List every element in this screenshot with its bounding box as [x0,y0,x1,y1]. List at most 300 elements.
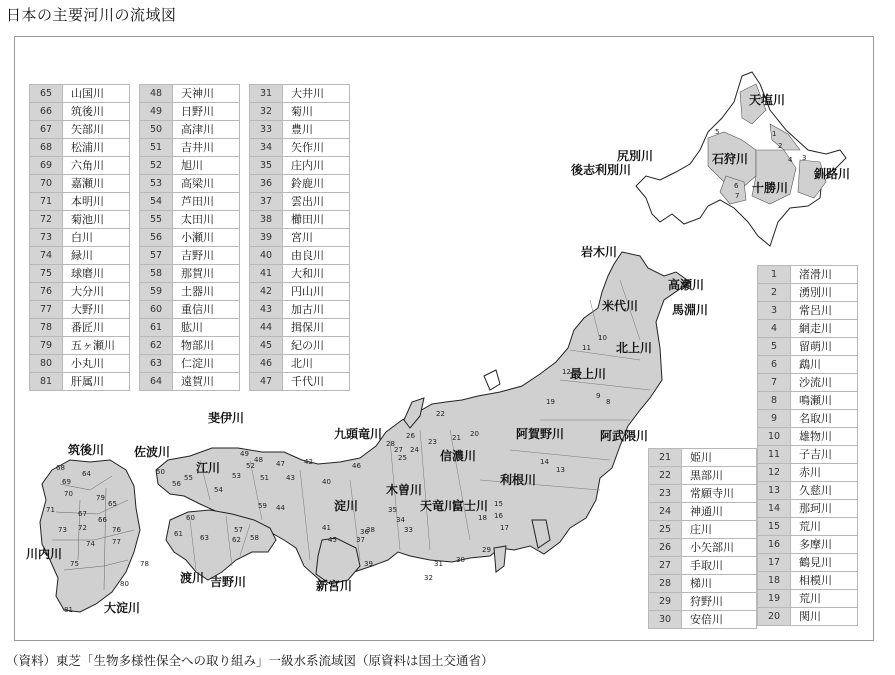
legend-river-name: 大分川 [63,283,130,301]
basin-num: 35 [388,506,397,514]
legend-river-name: 芦田川 [173,193,240,211]
map-label-mogami: 最上川 [570,367,607,381]
basin-num: 18 [478,514,487,522]
legend-river-number: 65 [30,85,63,103]
legend-row [30,103,130,121]
legend-row [140,265,240,283]
legend-row [140,319,240,337]
legend-river-number: 41 [250,265,283,283]
legend-river-number: 13 [758,482,791,500]
legend-river-number: 47 [250,373,283,391]
basin-num: 52 [246,462,255,470]
legend-river-number: 2 [758,284,791,302]
map-label-watari: 渡川 [180,571,205,585]
legend-river-name: 本明川 [63,193,130,211]
legend-row [30,373,130,391]
basin-num: 38 [366,526,375,534]
legend-row [140,283,240,301]
legend-river-name: 梯川 [682,575,757,593]
legend-row [30,211,130,229]
legend-river-name: 名取川 [791,410,858,428]
legend-river-name: 留萌川 [791,338,858,356]
legend-row [649,503,757,521]
basin-num: 71 [46,506,55,514]
map-label-agano: 阿賀野川 [516,427,565,441]
legend-row [649,539,757,557]
legend-river-name: 菊池川 [63,211,130,229]
map-label-sendai: 川内川 [26,547,63,561]
legend-river-name: 日野川 [173,103,240,121]
basin-num: 32 [424,574,433,582]
legend-river-number: 73 [30,229,63,247]
legend-row [758,356,858,374]
basin-num: 77 [112,538,121,546]
map-label-shiribetsu: 尻別川 [617,149,654,163]
legend-river-name: 常呂川 [791,302,858,320]
legend-river-number: 46 [250,355,283,373]
legend-river-name: 小瀬川 [173,229,240,247]
legend-river-number: 7 [758,374,791,392]
legend-row [758,590,858,608]
legend-row [250,85,350,103]
legend-row [250,121,350,139]
legend-river-number: 25 [649,521,682,539]
legend-river-number: 67 [30,121,63,139]
legend-river-name: 肱川 [173,319,240,337]
legend-row [30,229,130,247]
legend-row [758,374,858,392]
legend-river-name: 狩野川 [682,593,757,611]
source-credit: （資料）東芝「生物多様性保全への取り組み」一級水系流域図（原資料は国土交通省） [6,653,494,668]
legend-river-number: 16 [758,536,791,554]
map-label-hii: 斐伊川 [208,411,245,425]
basin-num: 12 [562,368,571,376]
map-label-kushiro: 釧路川 [814,167,851,181]
legend-row [758,302,858,320]
legend-river-number: 19 [758,590,791,608]
basin-num: 7 [735,192,740,200]
legend-river-number: 5 [758,338,791,356]
legend-row [649,485,757,503]
legend-river-number: 59 [140,283,173,301]
legend-river-number: 74 [30,247,63,265]
legend-river-number: 52 [140,157,173,175]
legend-river-name: 揖保川 [283,319,350,337]
legend-river-name: 姫川 [682,449,757,467]
legend-row [649,575,757,593]
legend-river-number: 58 [140,265,173,283]
basin-num: 9 [596,392,601,400]
basin-num: 62 [232,536,241,544]
legend-row [250,319,350,337]
legend-row [758,554,858,572]
legend-row [30,319,130,337]
map-label-oyodo: 大淀川 [104,601,141,615]
legend-row [250,103,350,121]
legend-river-number: 33 [250,121,283,139]
legend-river-name: 五ヶ瀬川 [63,337,130,355]
basin-num: 53 [232,472,241,480]
legend-river-name: 六角川 [63,157,130,175]
legend-row [649,557,757,575]
legend-row [140,229,240,247]
map-label-kitakami: 北上川 [616,341,653,355]
legend-river-name: 雲出川 [283,193,350,211]
legend-river-number: 12 [758,464,791,482]
legend-river-name: 那珂川 [791,500,858,518]
basin-num: 6 [734,182,739,190]
legend-row [140,103,240,121]
legend-river-number: 1 [758,266,791,284]
basin-num: 39 [364,560,373,568]
legend-river-number: 76 [30,283,63,301]
legend-row [30,121,130,139]
legend-river-name: 常願寺川 [682,485,757,503]
legend-row [140,247,240,265]
legend-row [140,85,240,103]
page-title: 日本の主要河川の流域図 [6,6,177,24]
legend-river-name: 安倍川 [682,611,757,629]
legend-river-number: 11 [758,446,791,464]
legend-river-number: 71 [30,193,63,211]
kyushu-island [40,460,140,612]
legend-river-name: 赤川 [791,464,858,482]
legend-river-number: 17 [758,554,791,572]
legend-river-number: 28 [649,575,682,593]
legend-river-name: 仁淀川 [173,355,240,373]
legend-river-number: 21 [649,449,682,467]
legend-river-name: 矢部川 [63,121,130,139]
basin-num: 3 [802,154,807,162]
basin-num: 16 [494,512,503,520]
legend-row [758,482,858,500]
basin-num: 65 [108,500,117,508]
legend-river-name: 吉野川 [173,247,240,265]
legend-river-number: 32 [250,103,283,121]
legend-row [758,518,858,536]
legend-river-name: 鵡川 [791,356,858,374]
legend-river-name: 大井川 [283,85,350,103]
map-label-tokachi: 十勝川 [752,181,789,195]
legend-river-name: 久慈川 [791,482,858,500]
legend-river-number: 18 [758,572,791,590]
legend-row [140,373,240,391]
legend-river-number: 79 [30,337,63,355]
legend-row [140,175,240,193]
legend-river-name: 高梁川 [173,175,240,193]
map-label-fuji: 富士川 [452,499,489,513]
basin-num: 33 [404,526,413,534]
basin-num: 20 [470,430,479,438]
legend-river-name: 北川 [283,355,350,373]
basin-num: 46 [352,462,361,470]
legend-river-name: 旭川 [173,157,240,175]
legend-river-name: 球磨川 [63,265,130,283]
legend-river-number: 43 [250,301,283,319]
legend-row [758,428,858,446]
basin-num: 57 [234,526,243,534]
basin-num: 78 [140,560,149,568]
legend-row [30,283,130,301]
basin-num: 28 [386,440,395,448]
legend-river-name: 多摩川 [791,536,858,554]
basin-num: 56 [172,480,181,488]
legend-river-number: 48 [140,85,173,103]
legend-row [140,337,240,355]
basin-num: 41 [322,524,331,532]
legend-row [250,139,350,157]
legend-river-name: 庄川 [682,521,757,539]
basin-num: 72 [78,524,87,532]
legend-river-name: 円山川 [283,283,350,301]
legend-row [758,608,858,626]
legend-row [140,139,240,157]
legend-river-number: 15 [758,518,791,536]
basin-num: 14 [540,458,549,466]
legend-river-number: 72 [30,211,63,229]
map-label-tone: 利根川 [500,473,537,487]
legend-river-name: 大野川 [63,301,130,319]
legend-river-number: 3 [758,302,791,320]
legend-row [250,247,350,265]
basin-num: 10 [598,334,607,342]
legend-river-number: 35 [250,157,283,175]
legend-river-name: 黒部川 [682,467,757,485]
map-label-teshio: 天塩川 [749,93,786,107]
basin-num: 81 [64,606,73,614]
legend-river-name: 由良川 [283,247,350,265]
basin-num: 15 [494,500,503,508]
legend-river-name: 筑後川 [63,103,130,121]
legend-river-number: 45 [250,337,283,355]
basin-num: 50 [156,468,165,476]
legend-river-number: 14 [758,500,791,518]
legend-river-name: 那賀川 [173,265,240,283]
legend-river-name: 遠賀川 [173,373,240,391]
map-label-shiribeshitoshibetsu: 後志利別川 [571,163,632,177]
legend-river-name: 重信川 [173,301,240,319]
legend-river-number: 51 [140,139,173,157]
legend-river-name: 雄物川 [791,428,858,446]
map-label-shingu: 新宮川 [316,579,353,593]
legend-row [250,337,350,355]
legend-river-name: 山国川 [63,85,130,103]
legend-river-name: 肝属川 [63,373,130,391]
legend-row [758,392,858,410]
legend-river-number: 57 [140,247,173,265]
legend-river-number: 20 [758,608,791,626]
basin-num: 36 [360,528,369,536]
legend-river-name: 荒川 [791,590,858,608]
legend-river-name: 櫛田川 [283,211,350,229]
legend-river-number: 75 [30,265,63,283]
legend-row [649,521,757,539]
legend-river-name: 鳴瀬川 [791,392,858,410]
legend-river-name: 手取川 [682,557,757,575]
basin-num: 5 [715,128,720,136]
basin-num: 60 [186,514,195,522]
legend-river-name: 小矢部川 [682,539,757,557]
basin-num: 63 [200,534,209,542]
legend-river-number: 29 [649,593,682,611]
legend-table-hokuriku [648,448,757,629]
legend-river-name: 緑川 [63,247,130,265]
legend-river-number: 24 [649,503,682,521]
basin-num: 75 [70,560,79,568]
legend-river-number: 6 [758,356,791,374]
basin-num: 73 [58,526,67,534]
legend-row [140,211,240,229]
legend-river-number: 50 [140,121,173,139]
legend-river-name: 沙流川 [791,374,858,392]
map-label-yoneshiro: 米代川 [602,299,639,313]
legend-river-number: 60 [140,301,173,319]
legend-river-number: 63 [140,355,173,373]
legend-river-number: 69 [30,157,63,175]
basin-num: 48 [254,456,263,464]
basin-num: 8 [606,398,611,406]
basin-num: 51 [260,474,269,482]
legend-row [649,449,757,467]
legend-river-name: 渚滑川 [791,266,858,284]
legend-row [30,337,130,355]
legend-river-name: 白川 [63,229,130,247]
legend-row [140,301,240,319]
legend-row [30,139,130,157]
legend-row [250,355,350,373]
legend-river-number: 22 [649,467,682,485]
map-label-yoshino: 吉野川 [210,575,247,589]
legend-river-number: 64 [140,373,173,391]
legend-river-name: 庄内川 [283,157,350,175]
basin-num: 69 [62,478,71,486]
map-label-mabechi: 馬淵川 [672,303,709,317]
map-label-chikugo: 筑後川 [68,443,105,457]
basin-num: 1 [772,130,777,138]
map-label-ishikari: 石狩川 [712,152,749,166]
basin-num: 25 [398,454,407,462]
basin-num: 66 [98,516,107,524]
basin-num: 24 [410,446,419,454]
basin-num: 68 [56,464,65,472]
legend-row [250,265,350,283]
basin-num: 43 [286,474,295,482]
legend-table-kinki-chubu [249,84,350,391]
legend-river-name: 湧別川 [791,284,858,302]
basin-num: 4 [788,156,793,164]
map-label-kuzuryu: 九頭竜川 [334,427,383,441]
legend-table-chugoku-shikoku [139,84,240,391]
basin-num: 2 [778,142,783,150]
map-label-tenryu: 天竜川 [420,499,457,513]
legend-row [140,193,240,211]
legend-river-name: 松浦川 [63,139,130,157]
legend-river-name: 紀の川 [283,337,350,355]
legend-row [649,467,757,485]
legend-river-number: 36 [250,175,283,193]
basin-num: 40 [322,478,331,486]
legend-river-name: 高津川 [173,121,240,139]
legend-river-name: 加古川 [283,301,350,319]
legend-river-name: 千代川 [283,373,350,391]
legend-row [250,229,350,247]
map-label-abukuma: 阿武隈川 [600,429,649,443]
basin-num: 26 [406,432,415,440]
legend-river-name: 菊川 [283,103,350,121]
legend-river-number: 27 [649,557,682,575]
legend-river-number: 77 [30,301,63,319]
basin-num: 34 [396,516,405,524]
legend-river-number: 62 [140,337,173,355]
basin-num: 67 [78,510,87,518]
legend-row [140,355,240,373]
legend-river-name: 神通川 [682,503,757,521]
legend-row [250,175,350,193]
legend-row [758,446,858,464]
legend-river-name: 吉井川 [173,139,240,157]
legend-river-number: 44 [250,319,283,337]
legend-river-name: 豊川 [283,121,350,139]
map-label-gonokawa: 江川 [196,461,221,475]
legend-row [758,536,858,554]
basin-num: 22 [436,410,445,418]
legend-row [250,193,350,211]
map-label-shinano: 信濃川 [440,449,477,463]
legend-river-name: 荒川 [791,518,858,536]
legend-river-name: 矢作川 [283,139,350,157]
legend-row [30,265,130,283]
map-label-sabagawa: 佐波川 [134,445,171,459]
legend-row [30,247,130,265]
legend-river-name: 関川 [791,608,858,626]
basin-num: 44 [276,504,285,512]
legend-river-name: 網走川 [791,320,858,338]
basin-num: 13 [556,466,565,474]
basin-num: 31 [434,560,443,568]
legend-river-name: 太田川 [173,211,240,229]
legend-river-number: 66 [30,103,63,121]
legend-river-number: 53 [140,175,173,193]
legend-row [649,593,757,611]
legend-river-name: 土器川 [173,283,240,301]
basin-num: 59 [258,502,267,510]
legend-row [758,284,858,302]
legend-row [30,85,130,103]
legend-row [758,266,858,284]
basin-num: 74 [86,540,95,548]
legend-river-number: 42 [250,283,283,301]
legend-row [758,320,858,338]
legend-row [250,283,350,301]
basin-num: 55 [184,474,193,482]
legend-row [758,410,858,428]
legend-river-number: 9 [758,410,791,428]
legend-river-name: 子吉川 [791,446,858,464]
legend-row [30,157,130,175]
legend-row [758,500,858,518]
basin-num: 64 [82,470,91,478]
basin-num: 23 [428,438,437,446]
legend-row [140,157,240,175]
legend-river-number: 81 [30,373,63,391]
map-label-iwaki: 岩木川 [581,245,618,259]
legend-river-number: 56 [140,229,173,247]
legend-river-number: 78 [30,319,63,337]
legend-river-name: 物部川 [173,337,240,355]
basin-num: 76 [112,526,121,534]
basin-num: 30 [456,556,465,564]
basin-num: 17 [500,524,509,532]
